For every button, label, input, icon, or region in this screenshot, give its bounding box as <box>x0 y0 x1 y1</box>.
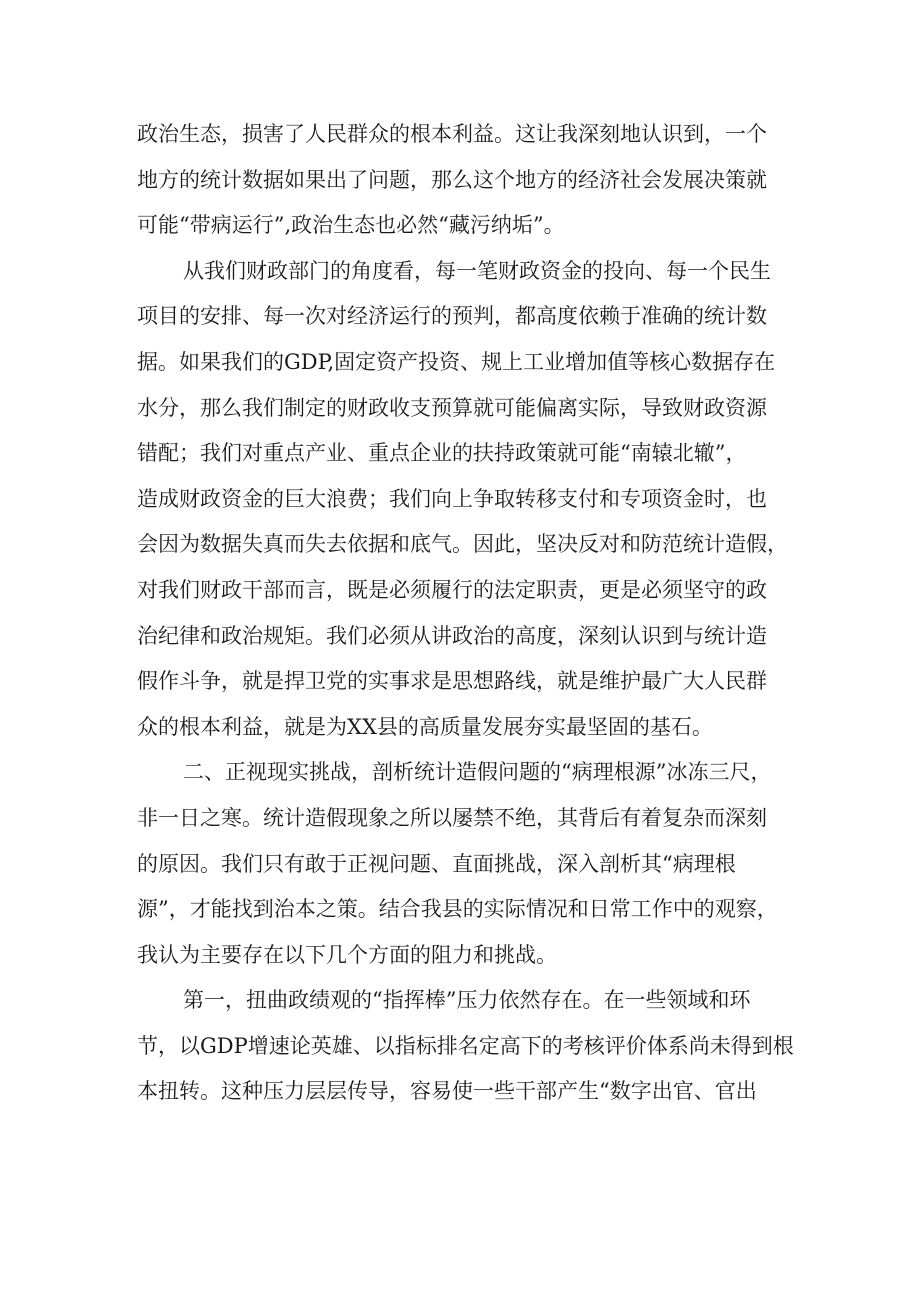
text-line: 据。如果我们的GDP,固定资产投资、规上工业增加值等核心数据存在 <box>137 349 776 374</box>
text-line: 本扭转。这种压力层层传导，容易使一些干部产生“数字出官、官出 <box>137 1079 757 1104</box>
paragraph-2 <box>137 249 792 751</box>
text-line: 造成财政资金的巨大浪费；我们向上争取转移支付和专项资金时，也 <box>137 486 767 511</box>
text-line: 第一，扭曲政绩观的“指挥棒”压力依然存在。在一些领域和环 <box>183 988 751 1013</box>
section-heading-line: 二、正视现实挑战，剖析统计造假问题的“病理根源”冰冻三尺， <box>183 760 772 785</box>
text-line: 非一日之寒。统计造假现象之所以屡禁不绝，其背后有着复杂而深刻 <box>137 805 767 830</box>
text-line: 治纪律和政治规矩。我们必须从讲政治的高度，深刻认识到与统计造 <box>137 623 767 648</box>
text-line: 假作斗争，就是捍卫党的实事求是思想路线，就是维护最广大人民群 <box>137 669 767 694</box>
text-line: 对我们财政干部而言，既是必须履行的法定职责，更是必须坚守的政 <box>137 577 767 602</box>
text-line: 水分，那么我们制定的财政收支预算就可能偏离实际，导致财政资源 <box>137 395 767 420</box>
text-line: 从我们财政部门的角度看，每一笔财政资金的投向、每一个民生 <box>183 258 771 283</box>
text-line: 可能“带病运行”,政治生态也必然“藏污纳垢”。 <box>137 213 565 238</box>
paragraph-3 <box>137 750 792 978</box>
text-line: 错配；我们对重点产业、重点企业的扶持政策就可能“南辕北辙”， <box>137 441 747 466</box>
text-line: 源”，才能找到治本之策。结合我县的实际情况和日常工作中的观察， <box>137 897 778 922</box>
text-line: 地方的统计数据如果出了问题，那么这个地方的经济社会发展决策就 <box>137 167 767 192</box>
text-line: 节，以GDP增速论英雄、以指标排名定高下的考核评价体系尚未得到根 <box>137 1033 794 1058</box>
text-line: 会因为数据失真而失去依据和底气。因此，坚决反对和防范统计造假， <box>137 532 788 557</box>
text-line: 政治生态，损害了人民群众的根本利益。这让我深刻地认识到，一个 <box>137 122 767 146</box>
paragraph-4 <box>137 978 792 1115</box>
document-body <box>137 112 792 1115</box>
text-line: 项目的安排、每一次对经济运行的预判，都高度依赖于准确的统计数 <box>137 304 767 329</box>
text-line: 的原因。我们只有敢于正视问题、直面挑战，深入剖析其“病理根 <box>137 851 736 876</box>
paragraph-1 <box>137 112 792 249</box>
text-line: 我认为主要存在以下几个方面的阻力和挑战。 <box>137 942 557 967</box>
text-line: 众的根本利益，就是为XX县的高质量发展夯实最坚固的基石。 <box>137 714 713 739</box>
